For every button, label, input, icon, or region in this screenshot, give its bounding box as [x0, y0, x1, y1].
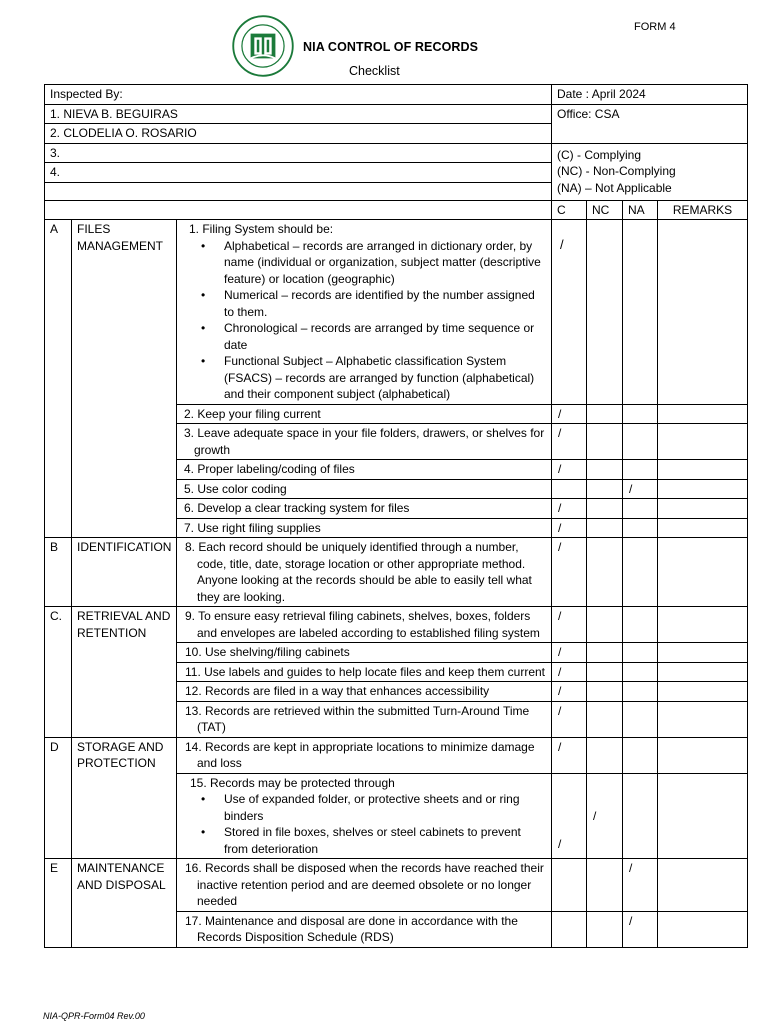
table-row	[45, 220, 748, 405]
na-cell	[623, 701, 658, 737]
c-cell: /	[552, 737, 587, 773]
nc-cell	[587, 404, 623, 424]
page-title: NIA CONTROL OF RECORDS	[303, 40, 479, 54]
checklist-item	[177, 220, 552, 405]
table-row	[45, 737, 748, 773]
item-text: 8. Each record should be uniquely identified through a number, code, title, date, storage location or other appropriate method. Anyone looking at the records should be able to easily tell what they are looking.	[177, 538, 552, 607]
item-text: 10. Use shelving/filing cabinets	[177, 643, 552, 663]
na-cell	[623, 538, 658, 607]
blank-cell	[45, 200, 552, 220]
item-text: 12. Records are filed in a way that enhances accessibility	[177, 682, 552, 702]
section-letter: C.	[45, 607, 72, 738]
nc-cell	[587, 479, 623, 499]
remarks-cell	[658, 773, 748, 859]
nc-cell	[587, 662, 623, 682]
inspector-2: 2. CLODELIA O. ROSARIO	[45, 124, 552, 144]
na-cell: /	[623, 479, 658, 499]
section-letter: A	[45, 220, 72, 538]
remarks-cell	[658, 682, 748, 702]
remarks-cell	[658, 538, 748, 607]
remarks-cell	[658, 220, 748, 405]
remarks-cell	[658, 460, 748, 480]
c-cell: /	[552, 460, 587, 480]
item-text: 11. Use labels and guides to help locate files and keep them current	[177, 662, 552, 682]
na-cell	[623, 404, 658, 424]
date-field: Date : April 2024	[552, 85, 748, 105]
col-nc-header: NC	[587, 200, 623, 220]
item-text: 3. Leave adequate space in your file folders, drawers, or shelves for growth	[177, 424, 552, 460]
c-cell: /	[552, 607, 587, 643]
inspected-by-row	[45, 85, 748, 105]
na-cell	[623, 220, 658, 405]
section-name: MAINTENANCE AND DISPOSAL	[72, 859, 177, 948]
na-cell	[623, 424, 658, 460]
na-cell	[623, 460, 658, 480]
item-text: 17. Maintenance and disposal are done in accordance with the Records Disposition Schedule (RDS)	[177, 911, 552, 947]
nc-cell	[587, 538, 623, 607]
c-cell: /	[552, 424, 587, 460]
legend-not-applicable: (NA) – Not Applicable	[557, 180, 672, 195]
legend-non-complying: (NC) - Non-Complying	[557, 164, 676, 179]
c-cell: /	[552, 518, 587, 538]
nc-cell	[587, 737, 623, 773]
inspector-row	[45, 104, 748, 124]
remarks-cell	[658, 479, 748, 499]
na-cell	[623, 607, 658, 643]
remarks-cell	[658, 701, 748, 737]
nc-cell	[587, 682, 623, 702]
c-cell	[552, 859, 587, 912]
c-cell	[552, 479, 587, 499]
col-remarks-header: REMARKS	[658, 200, 748, 220]
inspector-4: 4.	[45, 163, 552, 183]
table-row	[45, 538, 748, 607]
page-subtitle: Checklist	[349, 64, 400, 78]
nc-cell	[587, 607, 623, 643]
nc-cell	[587, 518, 623, 538]
inspector-1: 1. NIEVA B. BEGUIRAS	[45, 104, 552, 124]
na-cell	[623, 643, 658, 663]
nc-cell: /	[587, 773, 623, 859]
nc-cell	[587, 701, 623, 737]
remarks-cell	[658, 499, 748, 519]
list-item: • Numerical – records are identified by the number assigned to them.	[224, 287, 546, 320]
section-letter: E	[45, 859, 72, 948]
item-text: 1. Filing System should be:	[189, 222, 334, 236]
nia-seal-logo	[232, 15, 294, 77]
nc-cell	[587, 911, 623, 947]
section-name: STORAGE AND PROTECTION	[72, 737, 177, 859]
inspector-row	[45, 143, 748, 163]
checklist-table	[44, 84, 748, 948]
na-cell	[623, 662, 658, 682]
na-cell	[623, 518, 658, 538]
na-cell	[623, 773, 658, 859]
c-cell: /	[552, 499, 587, 519]
c-cell	[552, 220, 587, 405]
remarks-cell	[658, 737, 748, 773]
item-text: 7. Use right filing supplies	[177, 518, 552, 538]
item-text: 15. Records may be protected through	[190, 775, 395, 790]
list-item: • Use of expanded folder, or protective sheets and or ring binders	[224, 791, 546, 824]
list-item: • Alphabetical – records are arranged in dictionary order, by name (individual or organization, subject matter (descriptive feature) or location (geographic)	[224, 238, 546, 288]
section-name: FILES MANAGEMENT	[72, 220, 177, 538]
section-name: IDENTIFICATION	[72, 538, 177, 607]
c-cell: /	[552, 538, 587, 607]
c-cell: /	[552, 682, 587, 702]
c-cell: /	[552, 662, 587, 682]
remarks-cell	[658, 404, 748, 424]
na-cell: /	[623, 911, 658, 947]
check-mark: /	[560, 237, 564, 252]
table-row	[45, 607, 748, 643]
remarks-cell	[658, 643, 748, 663]
form-code: NIA-QPR-Form04 Rev.00	[43, 1011, 145, 1021]
item-text: 2. Keep your filing current	[177, 404, 552, 424]
remarks-cell	[658, 424, 748, 460]
legend-complying: (C) - Complying	[557, 147, 642, 162]
inspector-3: 3.	[45, 143, 552, 163]
col-na-header: NA	[623, 200, 658, 220]
nc-cell	[587, 643, 623, 663]
list-item: • Chronological – records are arranged by time sequence or date	[224, 320, 546, 353]
na-cell: /	[623, 859, 658, 912]
c-cell: /	[552, 643, 587, 663]
form-number: FORM 4	[634, 21, 676, 33]
table-row	[45, 859, 748, 912]
remarks-cell	[658, 607, 748, 643]
office-field: Office: CSA	[552, 104, 748, 143]
column-header-row	[45, 200, 748, 220]
na-cell	[623, 682, 658, 702]
legend-box	[552, 143, 748, 200]
nc-cell	[587, 460, 623, 480]
bullet-list	[182, 238, 546, 403]
item-text: 14. Records are kept in appropriate locations to minimize damage and loss	[177, 737, 552, 773]
section-letter: B	[45, 538, 72, 607]
nc-cell	[587, 859, 623, 912]
item-text: 16. Records shall be disposed when the records have reached their inactive retention period and are deemed obsolete or no longer needed	[177, 859, 552, 912]
list-item: • Functional Subject – Alphabetic classification System (FSACS) – records are arranged by function (alphabetical) and their component subject (alphabetical)	[224, 353, 546, 403]
inspected-by-label: Inspected By:	[45, 85, 552, 105]
remarks-cell	[658, 859, 748, 912]
col-c-header: C	[552, 200, 587, 220]
nc-cell	[587, 424, 623, 460]
section-name: RETRIEVAL AND RETENTION	[72, 607, 177, 738]
section-letter: D	[45, 737, 72, 859]
blank-cell	[45, 182, 552, 200]
checklist-item	[177, 773, 552, 859]
remarks-cell	[658, 518, 748, 538]
item-text: 5. Use color coding	[177, 479, 552, 499]
nc-cell	[587, 499, 623, 519]
remarks-cell	[658, 662, 748, 682]
bullet-list	[182, 791, 546, 857]
item-text: 9. To ensure easy retrieval filing cabinets, shelves, boxes, folders and envelopes are labeled according to established filing system	[177, 607, 552, 643]
c-cell	[552, 911, 587, 947]
list-item: • Stored in file boxes, shelves or steel cabinets to prevent from deterioration	[224, 824, 546, 857]
item-text: 4. Proper labeling/coding of files	[177, 460, 552, 480]
nc-cell	[587, 220, 623, 405]
c-cell: /	[552, 701, 587, 737]
remarks-cell	[658, 911, 748, 947]
na-cell	[623, 499, 658, 519]
c-cell: /	[552, 404, 587, 424]
item-text: 6. Develop a clear tracking system for files	[177, 499, 552, 519]
item-text: 13. Records are retrieved within the submitted Turn-Around Time (TAT)	[177, 701, 552, 737]
c-cell: /	[552, 773, 587, 859]
na-cell	[623, 737, 658, 773]
